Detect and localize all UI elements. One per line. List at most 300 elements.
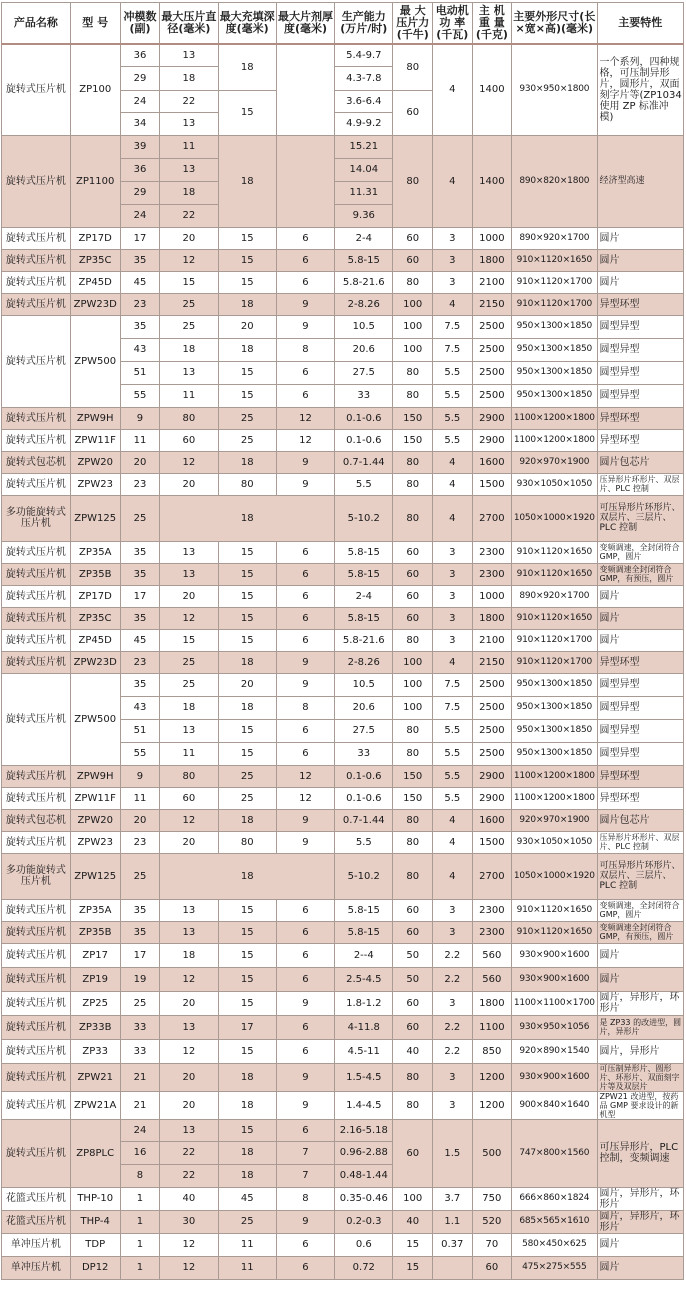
table-cell: 33 [120,1015,160,1039]
table-cell: 0.7-1.44 [335,451,393,473]
table-cell: 7 [276,1141,334,1164]
model-cell: ZPW23 [70,831,120,853]
table-cell: 60 [160,429,218,451]
product-name-cell: 旋转式压片机 [2,899,71,921]
table-cell: 5.4-9.7 [335,44,393,66]
table-cell: 0.48-1.44 [335,1164,393,1187]
table-cell: 4 [433,451,473,473]
table-cell: 5.5 [433,719,473,742]
table-cell: 930×950×1056 [512,1015,597,1039]
table-cell: 25 [218,429,276,451]
table-cell: 21 [120,1091,160,1119]
table-cell: 560 [472,943,512,967]
table-cell: 1000 [472,585,512,607]
table-cell: 15 [218,607,276,629]
table-cell: 1100×1200×1800 [512,765,597,787]
table-cell: 18 [160,338,218,361]
table-row [2,227,684,249]
table-row [2,787,684,809]
table-cell: 5.5 [335,473,393,495]
table-cell: 1500 [472,473,512,495]
table-cell: 29 [120,66,160,90]
table-cell: 890×920×1700 [512,585,597,607]
table-cell: 2300 [472,563,512,585]
product-name-cell: 旋转式压片机 [2,315,71,407]
table-cell: 60 [393,991,433,1015]
table-cell: 12 [160,607,218,629]
table-cell: 20.6 [335,696,393,719]
table-row [2,293,684,315]
product-name-cell: 旋转式压片机 [2,787,71,809]
table-cell: 2500 [472,338,512,361]
table-cell: 1400 [472,44,512,135]
product-name-cell: 旋转式压片机 [2,1091,71,1119]
table-cell: 12 [276,787,334,809]
table-cell: 15 [218,943,276,967]
product-name-cell: 旋转式压片机 [2,651,71,673]
table-cell: 13 [160,1015,218,1039]
table-cell: 13 [160,899,218,921]
table-cell: 910×1120×1650 [512,541,597,563]
table-cell: 1.5 [433,1119,473,1187]
table-cell: 2100 [472,629,512,651]
table-cell: 35 [120,249,160,271]
product-name-cell: 旋转式压片机 [2,1015,71,1039]
table-cell: 2-8.26 [335,651,393,673]
table-row [2,943,684,967]
table-cell: 13 [160,921,218,943]
feature-note: 可压异形片，PLC 控制，变频调速 [597,1119,684,1187]
table-section [2,765,684,853]
table-cell: 950×1300×1850 [512,384,597,407]
model-cell: ZPW9H [70,765,120,787]
table-cell: 6 [276,943,334,967]
table-cell: 50 [393,967,433,991]
table-cell: 150 [393,407,433,429]
feature-note: 是 ZP33 的改进型，圆片，异形片 [597,1015,684,1039]
table-cell: 950×1300×1850 [512,742,597,765]
table-cell: 2500 [472,719,512,742]
table-cell: 2500 [472,673,512,696]
table-cell: 45 [120,271,160,293]
table-cell: 15 [218,967,276,991]
product-name-cell: 旋转式压片机 [2,473,71,495]
table-cell: 2.16-5.18 [335,1119,393,1141]
table-cell: 4 [433,831,473,853]
table-cell: 1100 [472,1015,512,1039]
table-row [2,407,684,429]
table-cell [276,44,334,135]
table-cell: 15 [218,1039,276,1063]
table-cell: 2500 [472,384,512,407]
table-cell: 1050×1000×1920 [512,853,597,899]
table-cell: 1050×1000×1920 [512,495,597,541]
table-cell: 750 [472,1187,512,1210]
product-name-cell: 旋转式压片机 [2,629,71,651]
table-cell: 11 [218,1256,276,1279]
table-row [2,1015,684,1039]
table-cell: 1200 [472,1091,512,1119]
table-cell: 22 [160,90,218,112]
table-cell: 60 [393,227,433,249]
table-cell: 80 [393,44,433,90]
header-dimensions: 主要外形尺寸(长×宽×高)(毫米) [512,3,597,45]
feature-note: 异型环型 [597,787,684,809]
table-row [2,249,684,271]
header-row [2,3,684,45]
table-cell: 1800 [472,249,512,271]
table-cell: 950×1300×1850 [512,361,597,384]
table-cell: 18 [218,1091,276,1119]
table-cell: 80 [393,361,433,384]
table-cell: 6 [276,249,334,271]
table-cell: 18 [218,135,276,227]
model-cell: ZP100 [70,44,120,135]
table-cell: 80 [393,135,433,227]
model-cell: TDP [70,1233,120,1256]
table-cell: 80 [218,831,276,853]
table-cell: 43 [120,338,160,361]
table-cell: 22 [160,1164,218,1187]
table-cell: 19 [120,967,160,991]
table-cell: 39 [120,135,160,158]
product-name-cell: 旋转式压片机 [2,943,71,967]
table-cell: 150 [393,787,433,809]
table-cell: 5.8-15 [335,921,393,943]
table-cell: 3 [433,541,473,563]
table-cell: 2500 [472,361,512,384]
table-cell: 6 [276,967,334,991]
table-cell: 920×890×1540 [512,1039,597,1063]
table-cell: 80 [393,384,433,407]
table-cell: 6 [276,719,334,742]
table-cell: 1600 [472,809,512,831]
table-cell: 1 [120,1187,160,1210]
table-cell: 25 [218,407,276,429]
table-cell: 15.21 [335,135,393,158]
table-cell: 2.5-4.5 [335,967,393,991]
table-cell: 3 [433,899,473,921]
product-name-cell: 旋转式压片机 [2,585,71,607]
table-cell: 18 [160,943,218,967]
table-cell: 40 [393,1039,433,1063]
feature-note: 圆片 [597,1233,684,1256]
table-cell: 6 [276,899,334,921]
table-cell: 4 [433,293,473,315]
table-cell: 1400 [472,135,512,227]
table-cell: 5.5 [433,742,473,765]
table-cell: 100 [393,315,433,338]
table-section [2,1119,684,1187]
table-cell: 5-10.2 [335,495,393,541]
product-name-cell: 多功能旋转式压片机 [2,495,71,541]
table-cell: 55 [120,384,160,407]
table-row [2,921,684,943]
table-cell: 13 [160,44,218,66]
table-cell: 5.8-15 [335,249,393,271]
table-cell: 36 [120,44,160,66]
table-cell: 910×1120×1700 [512,271,597,293]
table-cell: 80 [160,765,218,787]
feature-note: 经济型高速 [597,135,684,227]
product-name-cell: 花篮式压片机 [2,1210,71,1233]
feature-note: 圆片包芯片 [597,451,684,473]
header-model: 型 号 [70,3,120,45]
feature-note: 圆型异型 [597,315,684,338]
feature-note: 圆片包芯片 [597,809,684,831]
table-cell: 2900 [472,765,512,787]
feature-note: 圆片 [597,585,684,607]
feature-note: 圆片 [597,227,684,249]
table-cell: 13 [160,563,218,585]
table-cell: 6 [276,271,334,293]
table-cell: 60 [393,249,433,271]
table-cell: 60 [393,563,433,585]
table-cell: 25 [120,495,160,541]
feature-note: 异型环型 [597,429,684,451]
table-cell: 11 [160,135,218,158]
feature-note: 异型环型 [597,651,684,673]
table-cell: 18 [218,651,276,673]
table-row [2,315,684,338]
table-cell: 15 [393,1256,433,1279]
table-cell: 2-8.26 [335,293,393,315]
table-cell: 15 [218,271,276,293]
model-cell: ZP8PLC [70,1119,120,1187]
table-cell: 5.5 [433,429,473,451]
header-weight: 主 机重 量(千克) [472,3,512,45]
table-cell: 5.5 [433,384,473,407]
table-cell: 45 [218,1187,276,1210]
feature-note: 一个系列，四种规格，可压制异形片，圆形片，双面刻字片等(ZP1034 使用 ZP 标准冲模) [597,44,684,135]
table-cell: 2500 [472,315,512,338]
table-cell: 80 [393,1063,433,1091]
table-cell: 9.36 [335,204,393,227]
table-cell: 5.8-15 [335,541,393,563]
table-cell: 910×1120×1650 [512,563,597,585]
table-cell: 9 [276,315,334,338]
table-cell: 20.6 [335,338,393,361]
table-cell: 500 [472,1119,512,1187]
table-section [2,227,684,315]
table-cell: 9 [276,651,334,673]
table-cell: 80 [218,473,276,495]
table-cell: 13 [160,112,218,135]
table-cell: 20 [120,451,160,473]
table-row [2,831,684,853]
table-cell: 15 [218,384,276,407]
feature-note: 圆型异型 [597,719,684,742]
table-cell: 51 [120,719,160,742]
table-cell: 747×800×1560 [512,1119,597,1187]
model-cell: ZPW11F [70,787,120,809]
table-row [2,1091,684,1119]
header-max-fill-depth: 最大充填深 度(毫米) [218,3,276,45]
table-row [2,541,684,563]
table-cell: 16 [120,1141,160,1164]
feature-note: 圆片，异形片 [597,1039,684,1063]
table-cell: 5.8-15 [335,607,393,629]
feature-note: 压异形片环形片、双层片、PLC 控制 [597,473,684,495]
table-row [2,809,684,831]
table-cell: 0.1-0.6 [335,787,393,809]
table-cell: 11 [120,429,160,451]
model-cell: ZPW11F [70,429,120,451]
table-cell: 60 [393,541,433,563]
table-cell: 15 [218,991,276,1015]
table-cell: 2500 [472,696,512,719]
feature-note: 异型环型 [597,407,684,429]
product-name-cell: 旋转式压片机 [2,1119,71,1187]
header-capacity: 生产能力(万片/时) [335,3,393,45]
table-cell: 15 [160,271,218,293]
table-cell: 17 [120,585,160,607]
table-cell: 4.9-9.2 [335,112,393,135]
table-cell: 11 [120,787,160,809]
table-cell: 1000 [472,227,512,249]
feature-note: 圆片 [597,943,684,967]
product-name-cell: 旋转式压片机 [2,541,71,563]
table-cell: 80 [393,271,433,293]
table-section [2,899,684,943]
table-cell: 40 [160,1187,218,1210]
model-cell: ZP17D [70,227,120,249]
table-cell: 3 [433,271,473,293]
feature-note: 圆片 [597,1256,684,1279]
table-cell: 6 [276,361,334,384]
model-cell: ZP35C [70,607,120,629]
table-cell: 850 [472,1039,512,1063]
table-cell: 100 [393,338,433,361]
model-cell: ZP33B [70,1015,120,1039]
table-row [2,651,684,673]
feature-note: 圆型异型 [597,673,684,696]
table-cell: 950×1300×1850 [512,696,597,719]
feature-note: 可压制异形片、圆形片、环形片、双面刻字片等及双层片 [597,1063,684,1091]
table-cell: 18 [160,853,335,899]
model-cell: ZP19 [70,967,120,991]
table-cell: 24 [120,1119,160,1141]
table-cell: 2700 [472,495,512,541]
feature-note: 变频调速全封闭符合 GMP，有预压，圆片 [597,563,684,585]
table-cell: 100 [393,651,433,673]
table-cell: 1 [120,1210,160,1233]
table-cell: 20 [160,991,218,1015]
table-cell: 910×1120×1700 [512,629,597,651]
table-cell: 1500 [472,831,512,853]
product-name-cell: 旋转式压片机 [2,607,71,629]
table-cell: 910×1120×1650 [512,607,597,629]
table-section [2,853,684,899]
feature-note: 圆型异型 [597,361,684,384]
product-name-cell: 旋转式压片机 [2,1063,71,1091]
product-name-cell: 旋转式压片机 [2,921,71,943]
table-cell: 13 [160,719,218,742]
model-cell: THP-10 [70,1187,120,1210]
table-cell: 9 [120,407,160,429]
model-cell: ZP45D [70,271,120,293]
table-cell: 2-4 [335,227,393,249]
model-cell: ZPW20 [70,451,120,473]
table-cell: 35 [120,315,160,338]
product-name-cell: 旋转式压片机 [2,673,71,765]
table-section [2,541,684,585]
table-cell: 20 [120,809,160,831]
table-cell: 60 [472,1256,512,1279]
header-punch-count: 冲模数(副) [120,3,160,45]
table-cell: 34 [120,112,160,135]
table-cell: 17 [120,227,160,249]
model-cell: ZP1100 [70,135,120,227]
table-cell [433,1256,473,1279]
feature-note: 压异形片环形片、双层片、PLC 控制 [597,831,684,853]
table-cell: 5.8-21.6 [335,629,393,651]
table-cell: 60 [393,585,433,607]
table-cell: 1.1 [433,1210,473,1233]
product-name-cell: 单冲压片机 [2,1256,71,1279]
table-cell: 17 [120,943,160,967]
table-cell: 17 [218,1015,276,1039]
table-cell: 20 [160,585,218,607]
table-row [2,44,684,66]
table-cell: 80 [393,809,433,831]
model-cell: ZP35A [70,541,120,563]
table-cell: 11 [160,742,218,765]
table-cell: 910×1120×1700 [512,651,597,673]
table-cell: 3 [433,563,473,585]
table-cell: 9 [276,673,334,696]
table-cell: 35 [120,607,160,629]
table-cell: 950×1300×1850 [512,719,597,742]
table-cell: 24 [120,204,160,227]
table-cell: 6 [276,1039,334,1063]
feature-note: 变频调速，全封闭符合 GMP，圆片 [597,541,684,563]
table-cell: 150 [393,765,433,787]
table-cell: 14.04 [335,158,393,181]
model-cell: THP-4 [70,1210,120,1233]
product-name-cell: 旋转式压片机 [2,249,71,271]
table-row [2,1210,684,1233]
table-cell: 3.7 [433,1187,473,1210]
table-cell: 2900 [472,407,512,429]
model-cell: ZPW23D [70,651,120,673]
model-cell: ZPW23D [70,293,120,315]
table-cell: 9 [120,765,160,787]
model-cell: DP12 [70,1256,120,1279]
table-row [2,607,684,629]
table-row [2,991,684,1015]
table-cell: 20 [218,315,276,338]
table-cell: 6 [276,1015,334,1039]
table-cell: 15 [218,719,276,742]
table-cell: 40 [393,1210,433,1233]
table-cell: 13 [160,158,218,181]
product-name-cell: 旋转式包芯机 [2,451,71,473]
table-cell: 35 [120,563,160,585]
table-cell: 0.1-0.6 [335,429,393,451]
table-cell: 9 [276,1063,334,1091]
table-cell: 15 [218,585,276,607]
table-cell: 3 [433,1091,473,1119]
product-name-cell: 旋转式压片机 [2,563,71,585]
table-cell: 950×1300×1850 [512,338,597,361]
table-cell: 150 [393,429,433,451]
feature-note: 圆型异型 [597,696,684,719]
table-cell: 33 [120,1039,160,1063]
table-cell: 900×840×1640 [512,1091,597,1119]
table-cell: 1800 [472,991,512,1015]
table-cell: 560 [472,967,512,991]
